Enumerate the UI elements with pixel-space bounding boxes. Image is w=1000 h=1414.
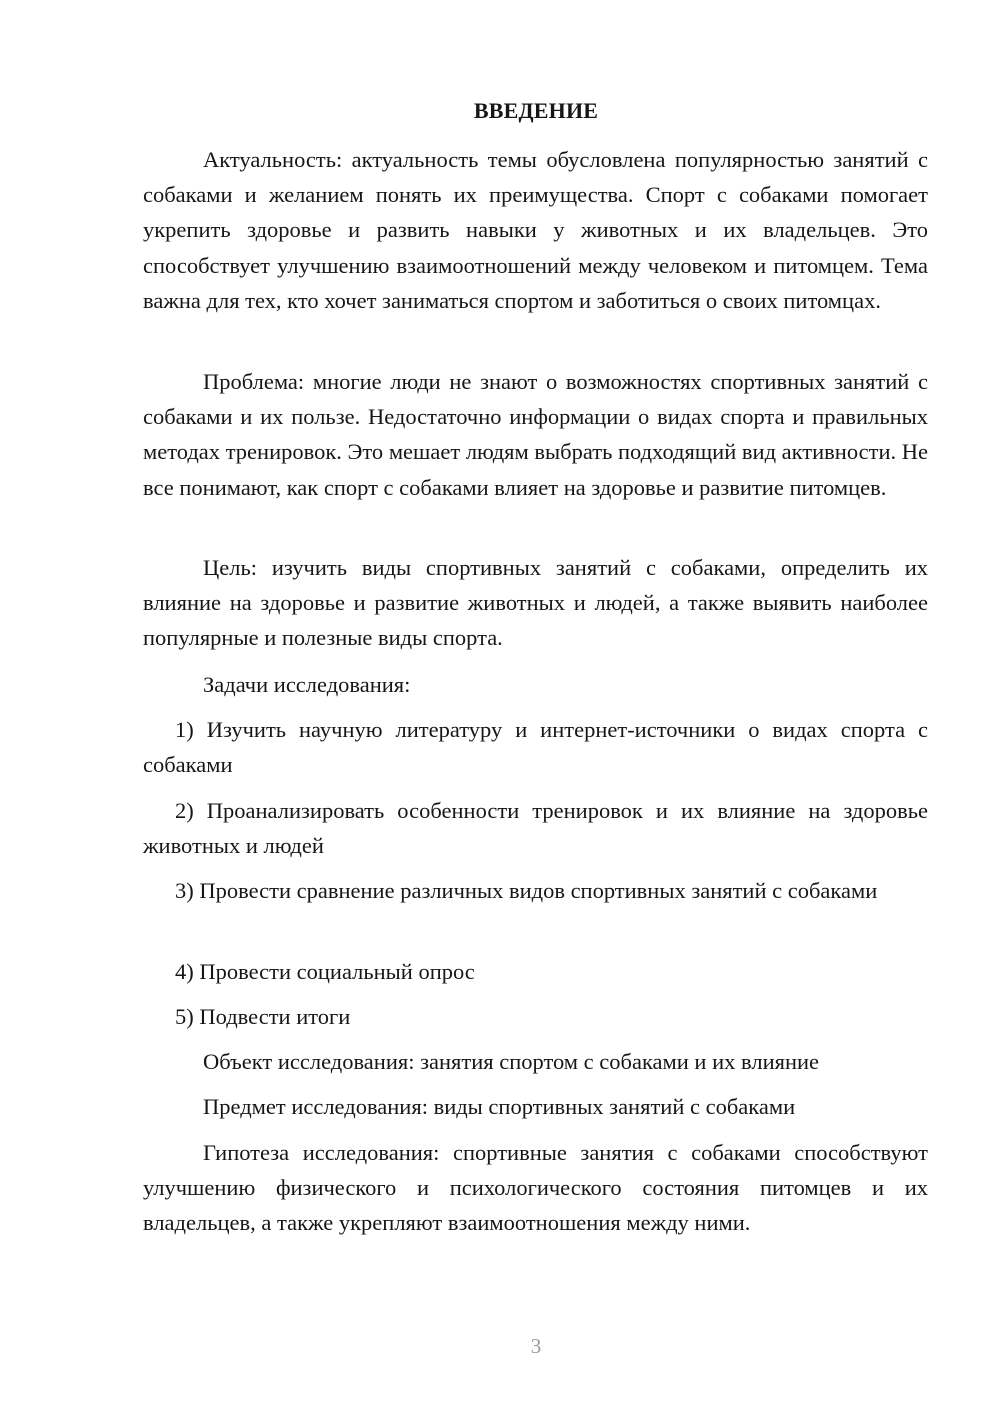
task-item-1: 1) Изучить научную литературу и интернет-источники о видах спорта с собаками [143, 717, 928, 778]
page-number: 3 [530, 1334, 542, 1358]
task-item-4: 4) Провести социальный опрос [175, 959, 475, 984]
tasks-title: Задачи исследования: [203, 672, 411, 697]
section-heading: ВВЕДЕНИЕ [473, 98, 599, 123]
relevance-paragraph: Актуальность: актуальность темы обусловлена популярностью занятий с собаками и желанием понять их преимущества. Спорт с собаками помогает укрепить здоровье и развить навыки у животных и их владельцев. Это способствует улучшению взаимоотношений между человеком и питомцем. Тема важна для тех, кто хочет заниматься спортом и заботиться о своих питомцах. [143, 147, 928, 313]
problem-paragraph: Проблема: многие люди не знают о возможностях спортивных занятий с собаками и их пользе. Недостаточно информации о видах спорта и правильных методах тренировок. Это мешает людям выбрать подходящий вид активности. Не все понимают, как спорт с собаками влияет на здоровье и развитие питомцев. [143, 369, 928, 500]
research-object: Объект исследования: занятия спортом с собаками и их влияние [203, 1049, 820, 1074]
hypothesis-paragraph: Гипотеза исследования: спортивные занятия с собаками способствуют улучшению физического и психологического состояния питомцев и их владельцев, а также укрепляют взаимоотношения между ними. [143, 1140, 928, 1236]
task-item-5: 5) Подвести итоги [175, 1004, 351, 1029]
research-subject: Предмет исследования: виды спортивных занятий с собаками [203, 1094, 796, 1119]
task-item-3: 3) Провести сравнение различных видов спортивных занятий с собаками [175, 878, 878, 903]
goal-paragraph: Цель: изучить виды спортивных занятий с собаками, определить их влияние на здоровье и развитие животных и людей, а также выявить наиболее популярные и полезные виды спорта. [143, 555, 928, 651]
task-item-2: 2) Проанализировать особенности тренировок и их влияние на здоровье животных и людей [143, 798, 928, 859]
